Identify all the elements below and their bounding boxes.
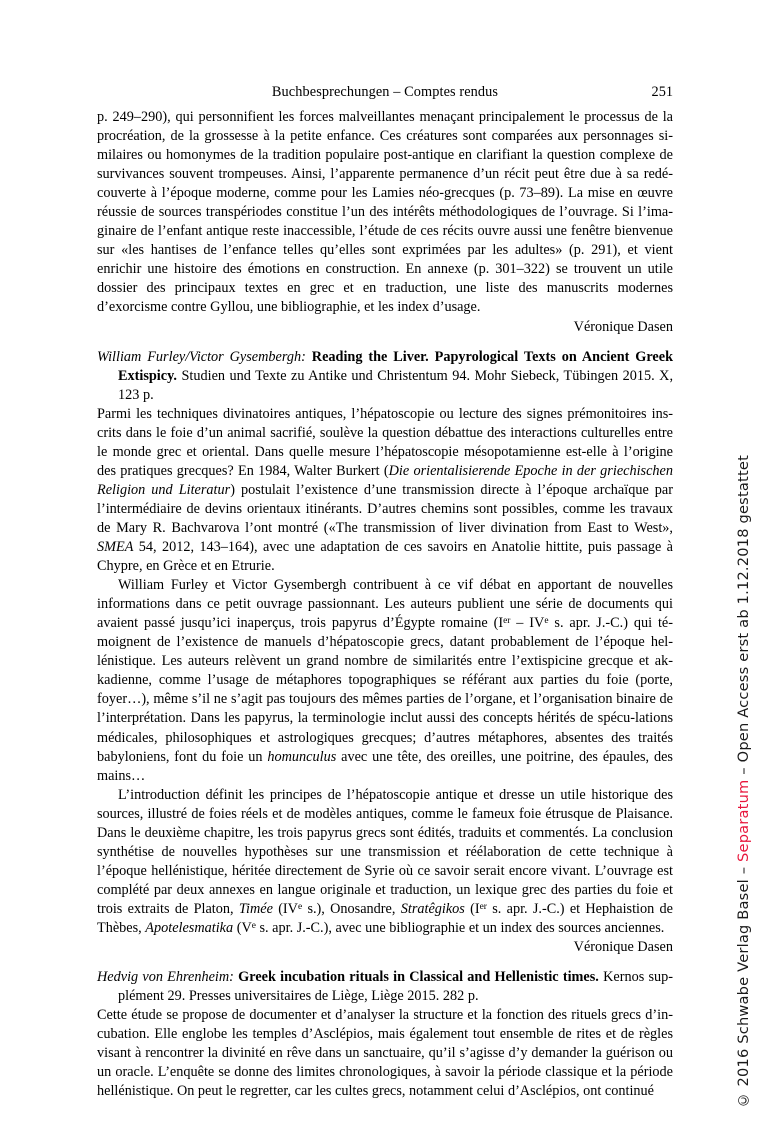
separatum-label: Separatum <box>734 780 752 863</box>
ordinal-superscript: er <box>503 616 511 626</box>
text-column <box>97 108 673 1101</box>
book-imprint: Studien und Texte zu Antike und Christentum 94. Mohr Siebeck, Tübingen 2015. X, 123 p. <box>118 367 674 403</box>
page-content <box>97 0 673 1131</box>
bibliographic-heading <box>97 968 673 1006</box>
ordinal-superscript: e <box>251 920 256 931</box>
spacer <box>97 337 673 348</box>
paragraph: Cette étude se propose de documenter et d’analyser la structure et la fonction des rituels grecs d’in-cubation. Elle englobe les temples d’Asclépios, mais également tout ensemble de rites et de règles visant à rencontrer la divinité en rêve dans un sanctuaire, qu’il s’agisse d’y demander la guérison ou un oracle. L’enquête se donne des limites chronologiques, à savoir la période classique et la période hellénistique. On peut le regretter, car les cultes grecs, notamment celui d’Asclépios, ont continué <box>97 1007 673 1100</box>
paragraph: William Furley et Victor Gysembergh contribuent à ce vif débat en apportant de nouvelles informations dans ce petit ouvrage passionnant. Les auteurs publient une série de documents qui avaient passé jusqu’ici inaperçus, trois papyrus d’Égypte romaine (Ier – IVe s. apr. J.-C.) qui té-moignent de l’existence de manuels d’hépatoscopie grecs, datant probablement de l’époque hel-lénistique. Les auteurs relèvent un grand nombre de similarités entre l’extispicine grecque et ak-kadienne, comme l’usage de métaphores topographiques se référant aux parties du foie (porte, foyer…), même s’il ne s’agit pas toujours des mêmes parties de l’organe, et l’organisation binaire de l’interprétation. Dans les papyrus, la terminologie inclut aussi des concepts hérités de spécu-lations médicales, philosophiques et astrologiques grecques; d’autres métaphores, absentes des traités babyloniens, font du foie un homunculus avec une tête, des oreilles, une poitrine, des épaules, des mains… <box>97 577 674 784</box>
ordinal-superscript: er <box>479 901 487 912</box>
bibliographic-heading <box>97 348 673 405</box>
review-signature: Véronique Dasen <box>573 939 673 956</box>
running-head-title: Buchbesprechungen – Comptes rendus <box>271 84 499 100</box>
running-head <box>97 83 673 103</box>
italic-title: homunculus <box>267 748 337 765</box>
spacer <box>97 957 673 968</box>
review-signature: Véronique Dasen <box>573 318 673 335</box>
paragraph: Parmi les techniques divinatoires antiques, l’hépatoscopie ou lecture des signes prémonitoires ins-crits dans le foie d’un animal sacrifié, soulève la question débattue des interactions culturelles entre le monde grec et oriental. Dans quelle mesure l’hépatoscopie mésopotamienne est-elle à l’origine des pratiques grecques? En 1984, Walter Burkert (Die orientalisierende Epoche in der griechischen Religion und Literatur) postulait l’existence d’une transmission directe à l’époque archaïque par l’intermédiaire de devins orientaux itinérants. D’autres chemins sont possibles, comme les travaux de Mary R. Bachvarova l’ont montré («The transmission of liver divination from East to West», SMEA 54, 2012, 143–164), avec une adaptation de ces savoirs en Anatolie hittite, puis passage à Chypre, en Grèce et en Etrurie. <box>97 405 673 575</box>
italic-title: Timée <box>238 900 273 917</box>
italic-title: Die orientalisierende Epoche in der griechischen Religion und Literatur <box>97 462 673 498</box>
book-title: Reading the Liver. Papyrological Texts on Ancient Greek Extispicy. <box>118 348 674 384</box>
copyright-rail-text <box>735 455 752 1109</box>
italic-title: Apotelesmatika <box>145 919 234 936</box>
ordinal-superscript: e <box>297 901 303 912</box>
book-author: William Furley/Victor Gysembergh: <box>97 348 306 365</box>
paragraph: L’introduction définit les principes de l’hépatoscopie antique et dresse un utile historique des sources, illustré de foies réels et de modèles antiques, comme le fameux foie étrusque de Plaisance. Dans le deuxième chapitre, les trois papyrus grecs sont édités, traduits et commentés. La conclusion synthétise de nouvelles hypothèses sur une transmission et réélaboration de cette technique à l’époque hellénistique, héritée directement de Syrie où ce savoir serait encore vivant. L’ouvrage est complété par deux annexes en langue originale et traduction, un lexique grec des parties du foie et trois extraits de Platon, Timée (IVe s.), Onosandre, Stratêgikos (Ier s. apr. J.-C.) et Hephaistion de Thèbes, Apotelesmatika (Ve s. apr. J.-C.), avec une bibliographie et un index des sources anciennes. <box>97 786 673 936</box>
ordinal-superscript: e <box>544 616 549 626</box>
copyright-suffix: – Open Access erst ab 1.12.2018 gestattet <box>734 455 752 780</box>
italic-title: SMEA <box>97 539 134 556</box>
book-title: Greek incubation rituals in Classical and Hellenistic times. <box>238 969 599 986</box>
paragraph-continued: p. 249–290), qui personnifient les forces malveillantes menaçant principalement le processus de la procréation, de la grossesse à la petite enfance. Ces créatures sont comparées aux personnages si-milaires ou homonymes de la tradition populaire post-antique en clarifiant la question complexe de survivances souvent trompeuses. Ainsi, l’apparente permanence d’un récit peut être due à sa redé-couverte à l’époque moderne, comme pour les Lamies néo-grecques (p. 73–89). La mise en œuvre réussie de sources transpériodes constitue l’un des intérêts méthodologiques de l’ouvrage. Si l’ima-ginaire de l’enfant antique reste inaccessible, l’étude de ces récits ouvre aussi une fenêtre bienvenue sur «les hantises de l’enfance telles qu’elles sont exprimées par les adultes» (p. 291), et vient enrichir une histoire des émotions en construction. En annexe (p. 301–322) se trouvent un utile dossier des principaux textes en grec et en traduction, une liste des manuscrits modernes d’exorcisme contre Gyllou, une bibliographie, et les index d’usage. <box>97 109 673 316</box>
copyright-rail <box>730 409 756 1109</box>
italic-title: Stratêgikos <box>400 900 465 917</box>
book-imprint: Kernos sup-plément 29. Presses universitaires de Liège, Liège 2015. 282 p. <box>118 969 674 1005</box>
book-author: Hedvig von Ehrenheim: <box>97 969 234 986</box>
copyright-prefix: © 2016 Schwabe Verlag Basel – <box>734 862 752 1109</box>
page-number: 251 <box>651 84 673 100</box>
